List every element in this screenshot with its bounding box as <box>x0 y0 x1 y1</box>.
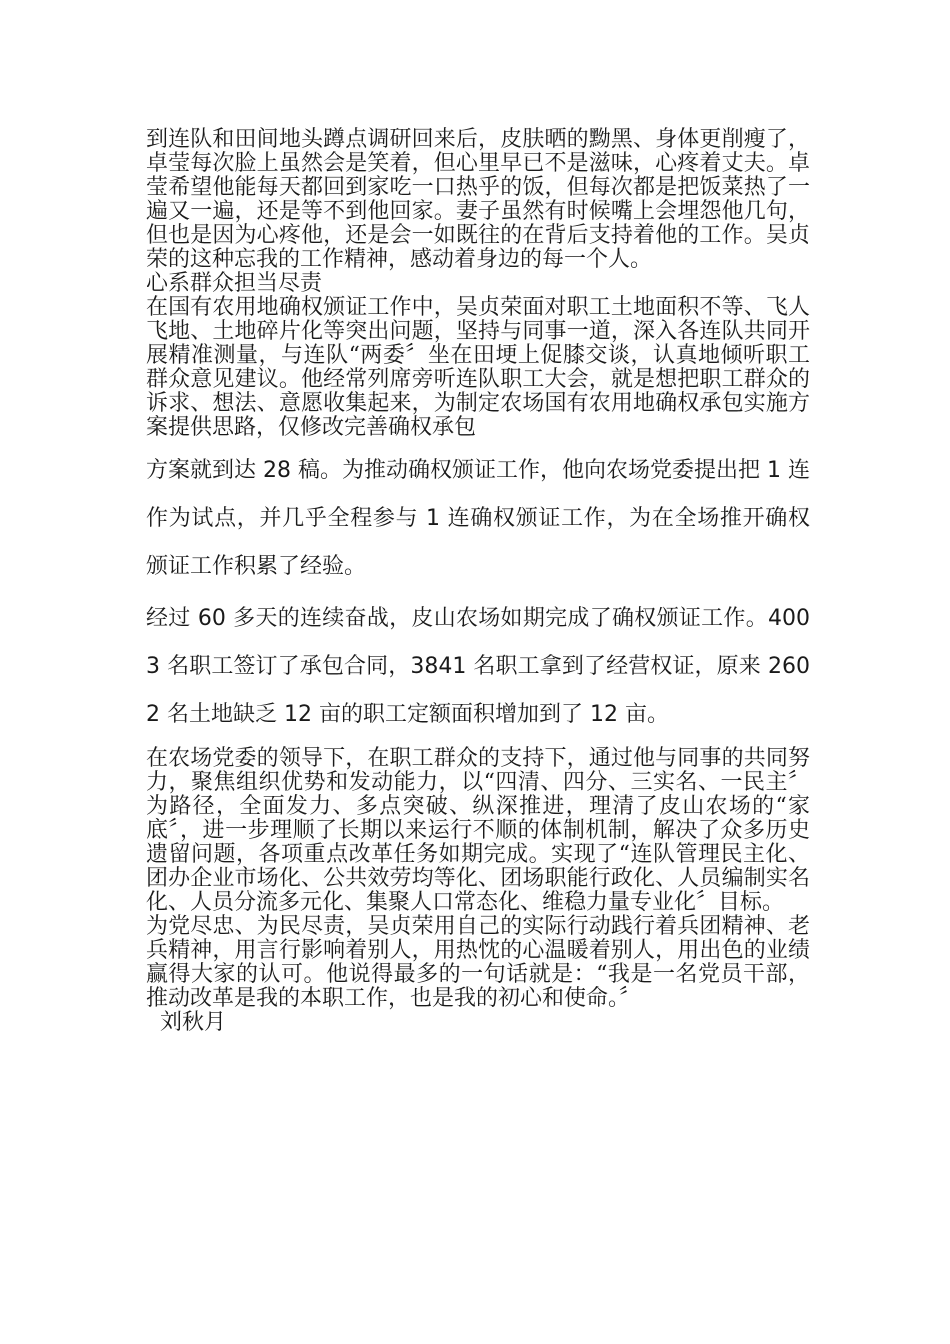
section-heading: 心系群众担当尽责 <box>146 271 323 296</box>
paragraph-land-rights: 在国有农用地确权颁证工作中，吴贞荣面对职工土地面积不等、飞人飞地、土地碎片化等突出问题，坚持与同事一道，深入各连队共同开展精准测量，与连队“两委〞坐在田埂上促膝交谈，认真地倾听职工群众意见建议。他经常列席旁听连队职工大会，就是想把职工群众的诉求、想法、意愿收集起来，为制定农场国有农用地确权承包实施方案提供思路，仅修改完善确权承包 <box>146 295 810 440</box>
paragraph-reform: 在农场党委的领导下，在职工群众的支持下，通过他与同事的共同努力，聚焦组织优势和发动能力，以“四清、四分、三实名、一民主〞为路径，全面发力、多点突破、纵深推进，理清了皮山农场的“家底〞，进一步理顺了长期以来运行不顺的体制机制，解决了众多历史遗留问题，各项重点改革任务如期完成。实现了“连队管理民主化、团办企业市场化、公共效劳均等化、团场职能行政化、人员编制实名化、人员分流多元化、集聚人口常态化、维稳力量专业化〞目标。 <box>146 746 810 915</box>
paragraph-results: 经过 60 多天的连续奋战，皮山农场如期完成了确权颁证工作。4003 名职工签订了承包合同，3841 名职工拿到了经营权证，原来 2602 名土地缺乏 12 亩的职工定额面积增加到了 12 亩。 <box>146 606 810 727</box>
document-body <box>146 128 810 1035</box>
author-name: 刘秋月 <box>160 1010 227 1035</box>
paragraph-dedication: 为党尽忠、为民尽责，吴贞荣用自己的实际行动践行着兵团精神、老兵精神，用言行影响着别人，用热忱的心温暖着别人，用出色的业绩赢得大家的认可。他说得最多的一句话就是：“我是一名党员干部，推动改革是我的本职工作，也是我的初心和使命。〞 <box>146 914 810 1011</box>
paragraph-family-support: 到连队和田间地头蹲点调研回来后，皮肤晒的黝黑、身体更削瘦了，卓莹每次脸上虽然会是笑着，但心里早已不是滋味，心疼着丈夫。卓莹希望他能每天都回到家吃一口热乎的饭，但每次都是把饭菜热了一遍又一遍，还是等不到他回家。妻子虽然有时候嘴上会埋怨他几句，但也是因为心疼他，还是会一如既往的在背后支持着他的工作。吴贞荣的这种忘我的工作精神，感动着身边的每一个人。 <box>146 127 810 272</box>
paragraph-pilot-program: 方案就到达 28 稿。为推动确权颁证工作，他向农场党委提出把 1 连作为试点，并几乎全程参与 1 连确权颁证工作，为在全场推开确权颁证工作积累了经验。 <box>146 458 810 579</box>
